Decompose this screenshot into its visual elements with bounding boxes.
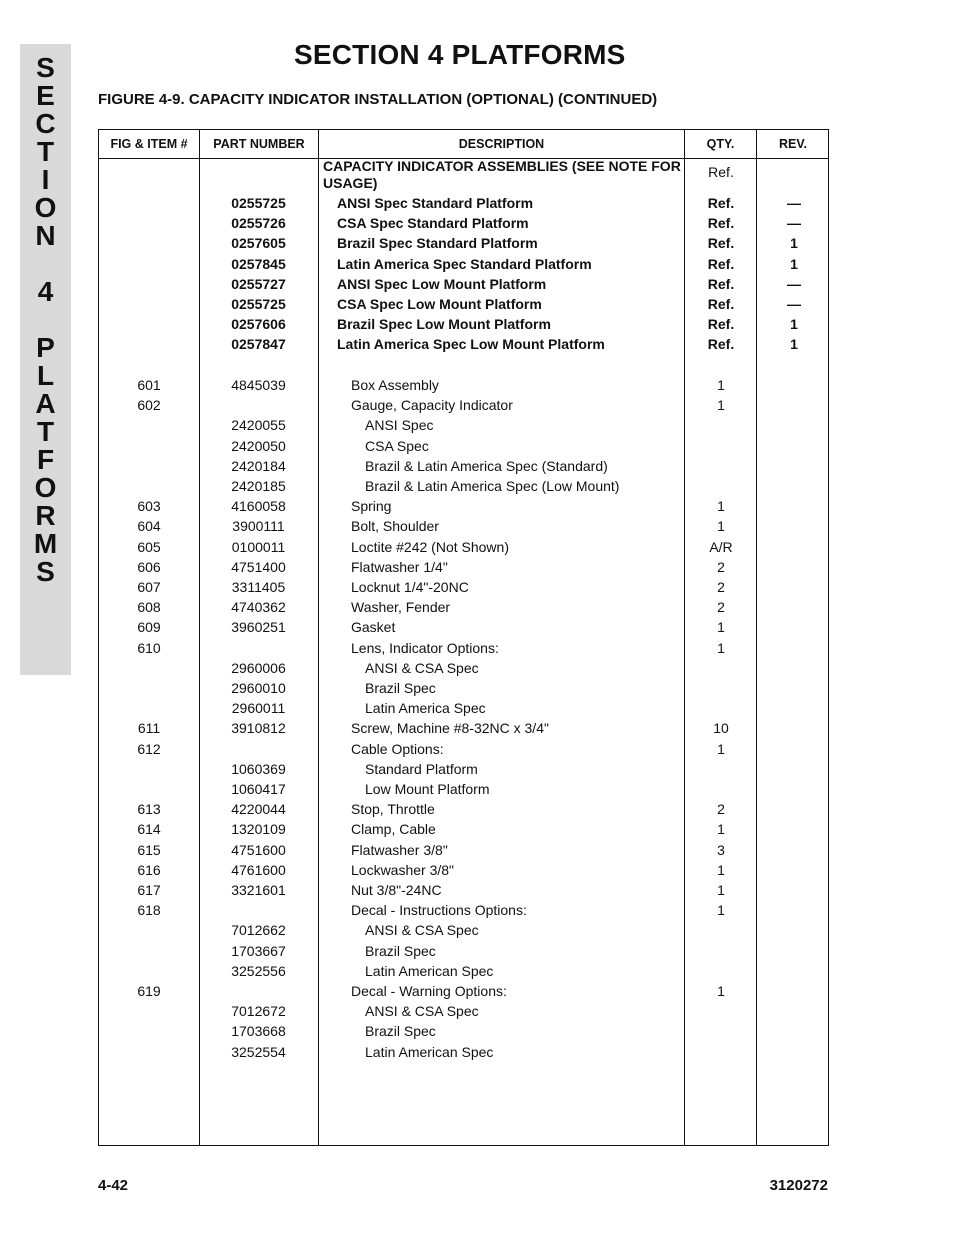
description-cell: ANSI & CSA Spec <box>365 659 479 676</box>
description-cell: Nut 3/8"-24NC <box>351 882 442 898</box>
group-heading-qty: Ref. <box>708 164 734 180</box>
description-cell: ANSI & CSA Spec <box>365 1003 479 1020</box>
part-number-cell: 0257605 <box>231 235 286 252</box>
part-number-cell: 7012672 <box>231 1003 286 1020</box>
table-row <box>99 557 830 577</box>
part-number-cell: 0255727 <box>231 275 286 292</box>
side-tab-letter: I <box>41 164 50 195</box>
side-tab-letter: S <box>36 556 55 587</box>
qty-cell: 1 <box>717 740 725 757</box>
side-tab-letter: T <box>36 416 55 447</box>
table-row <box>99 658 830 678</box>
part-number-cell: 1060369 <box>231 760 286 777</box>
description-cell: Spring <box>351 498 392 515</box>
part-number-cell: 0255725 <box>231 195 286 211</box>
description-cell: Latin American Spec <box>365 1043 494 1060</box>
qty-cell: 1 <box>717 639 725 656</box>
side-tab-letter: E <box>36 80 55 111</box>
figure-title: FIGURE 4-9. CAPACITY INDICATOR INSTALLATION (OPTIONAL) (CONTINUED) <box>98 91 658 108</box>
header-fig-item: FIG & ITEM # <box>110 137 188 151</box>
fig-item-cell: 606 <box>137 558 161 575</box>
table-row <box>99 233 830 253</box>
description-cell: Brazil Spec Low Mount Platform <box>337 316 551 333</box>
side-tab-letter: C <box>35 108 56 139</box>
side-tab-letter: O <box>34 192 57 223</box>
part-number-cell: 0100011 <box>231 538 286 555</box>
header-description: DESCRIPTION <box>458 137 545 151</box>
table-row <box>99 1042 830 1062</box>
header-qty: QTY. <box>706 137 735 151</box>
fig-item-cell: 617 <box>137 882 161 898</box>
qty-cell: 2 <box>717 801 725 818</box>
table-row <box>99 476 830 496</box>
fig-item-cell: 612 <box>137 740 161 757</box>
header-part-number: PART NUMBER <box>213 137 305 151</box>
description-cell: Bolt, Shoulder <box>351 518 439 535</box>
side-tab-letter: P <box>36 332 55 363</box>
side-tab-letter: S <box>36 52 55 83</box>
description-cell: CSA Spec Standard Platform <box>337 215 529 232</box>
table-row <box>99 516 830 536</box>
fig-item-cell: 604 <box>137 518 161 535</box>
table-row <box>99 860 830 880</box>
description-cell: ANSI Spec Low Mount Platform <box>337 275 547 292</box>
part-number-cell: 4751400 <box>231 558 286 575</box>
description-cell: Locknut 1/4"-20NC <box>351 579 469 595</box>
table-row <box>99 537 830 557</box>
description-cell: Box Assembly <box>351 377 439 393</box>
table-row <box>99 314 830 334</box>
part-number-cell: 4740362 <box>231 599 286 616</box>
qty-cell: Ref. <box>707 275 735 292</box>
fig-item-cell: 609 <box>137 619 161 636</box>
qty-cell: 1 <box>717 902 725 919</box>
qty-cell: 3 <box>717 841 725 858</box>
part-number-cell: 3252556 <box>231 962 286 979</box>
table-row <box>99 294 830 314</box>
table-row <box>99 334 830 354</box>
part-number-cell: 0257845 <box>231 255 286 272</box>
description-cell: Brazil Spec <box>365 1023 436 1040</box>
part-number-cell: 3252554 <box>231 1043 286 1060</box>
qty-cell: A/R <box>709 538 733 555</box>
table-row <box>99 638 830 658</box>
side-tab-letter: T <box>36 136 55 167</box>
rev-cell: 1 <box>790 336 798 353</box>
description-cell: Cable Options: <box>351 740 444 757</box>
fig-item-cell: 607 <box>137 579 161 595</box>
table-row <box>99 213 830 233</box>
side-tab-letter: 4 <box>37 276 54 307</box>
qty-cell: 1 <box>717 518 725 535</box>
description-cell: ANSI Spec <box>365 417 434 434</box>
document-number: 3120272 <box>769 1177 828 1194</box>
description-cell: Washer, Fender <box>351 599 451 616</box>
description-cell: Flatwasher 1/4" <box>351 558 448 575</box>
description-cell: Latin America Spec Low Mount Platform <box>337 336 605 353</box>
qty-cell: 2 <box>717 579 725 595</box>
qty-cell: 1 <box>717 821 725 838</box>
qty-cell: 1 <box>717 983 725 999</box>
description-cell: Loctite #242 (Not Shown) <box>351 538 509 555</box>
side-tab-letter: M <box>33 528 58 559</box>
rev-cell: — <box>787 296 801 312</box>
description-cell: ANSI & CSA Spec <box>365 922 479 939</box>
side-tab-letter: A <box>35 388 56 419</box>
fig-item-cell: 605 <box>137 538 161 555</box>
qty-cell: Ref. <box>707 235 735 252</box>
table-row <box>99 193 830 213</box>
part-number-cell: 4220044 <box>231 801 286 818</box>
table-row <box>99 900 830 920</box>
table-row <box>99 678 830 698</box>
qty-cell: 1 <box>717 882 725 898</box>
description-cell: CSA Spec <box>365 437 429 454</box>
part-number-cell: 1320109 <box>231 821 286 838</box>
side-tab-letter: R <box>35 500 56 531</box>
table-row <box>99 941 830 961</box>
table-row <box>99 880 830 900</box>
table-row <box>99 961 830 981</box>
description-cell: Decal - Instructions Options: <box>351 902 527 919</box>
table-row <box>99 799 830 819</box>
page-number: 4-42 <box>98 1177 129 1194</box>
description-cell: CSA Spec Low Mount Platform <box>337 296 542 312</box>
qty-cell: 10 <box>713 720 729 737</box>
rev-cell: 1 <box>790 316 798 333</box>
qty-cell: 1 <box>717 397 725 414</box>
qty-cell: Ref. <box>707 296 735 312</box>
fig-item-cell: 618 <box>137 902 161 919</box>
table-row <box>99 779 830 799</box>
qty-cell: 2 <box>717 599 725 616</box>
table-row <box>99 840 830 860</box>
part-number-cell: 2420050 <box>231 437 286 454</box>
table-row <box>99 718 830 738</box>
table-row <box>99 698 830 718</box>
qty-cell: Ref. <box>707 195 735 211</box>
part-number-cell: 1060417 <box>231 781 286 797</box>
qty-cell: 2 <box>717 558 725 575</box>
rev-cell: — <box>787 215 801 232</box>
description-cell: Brazil Spec Standard Platform <box>337 235 538 252</box>
description-cell: Screw, Machine #8-32NC x 3/4" <box>351 720 549 737</box>
part-number-cell: 4160058 <box>231 498 286 515</box>
qty-cell: 1 <box>717 861 725 878</box>
table-row <box>99 456 830 476</box>
fig-item-cell: 610 <box>137 639 161 656</box>
rev-cell: 1 <box>790 235 798 252</box>
part-number-cell: 4761600 <box>231 861 286 878</box>
table-row <box>99 819 830 839</box>
group-heading: CAPACITY INDICATOR ASSEMBLIES (SEE NOTE FOR USAGE) <box>323 158 681 191</box>
part-number-cell: 4845039 <box>231 377 286 393</box>
table-row <box>99 254 830 274</box>
description-cell: Clamp, Cable <box>351 821 436 838</box>
part-number-cell: 1703667 <box>231 942 286 959</box>
description-cell: Brazil & Latin America Spec (Standard) <box>365 457 608 474</box>
qty-cell: Ref. <box>707 255 735 272</box>
part-number-cell: 2960006 <box>231 659 286 676</box>
description-cell: Flatwasher 3/8" <box>351 841 448 858</box>
side-tab-letter: F <box>36 444 55 475</box>
section-side-tab <box>20 44 71 675</box>
header-rev: REV. <box>778 137 808 151</box>
part-number-cell: 3321601 <box>231 882 286 898</box>
table-row <box>99 415 830 435</box>
fig-item-cell: 611 <box>137 720 161 737</box>
fig-item-cell: 608 <box>137 599 161 616</box>
table-row <box>99 981 830 1001</box>
part-number-cell: 3900111 <box>232 518 285 535</box>
description-cell: Brazil Spec <box>365 680 436 696</box>
description-cell: Latin America Spec Standard Platform <box>337 255 592 272</box>
parts-table <box>98 129 829 1146</box>
page-title: SECTION 4 PLATFORMS <box>294 39 626 70</box>
rev-cell: 1 <box>790 255 798 272</box>
side-tab-letter: N <box>35 220 56 251</box>
part-number-cell: 3311405 <box>231 579 286 595</box>
description-cell: Brazil & Latin America Spec (Low Mount) <box>365 478 620 494</box>
part-number-cell: 3960251 <box>231 619 286 636</box>
table-row <box>99 920 830 940</box>
qty-cell: Ref. <box>707 336 735 353</box>
side-tab-letter: O <box>34 472 57 503</box>
table-row <box>99 597 830 617</box>
part-number-cell: 2420055 <box>231 417 286 434</box>
table-row <box>99 496 830 516</box>
fig-item-cell: 616 <box>137 861 161 878</box>
part-number-cell: 2960011 <box>231 700 286 717</box>
description-cell: Latin American Spec <box>365 962 494 979</box>
fig-item-cell: 613 <box>137 801 161 818</box>
description-cell: Stop, Throttle <box>351 801 435 818</box>
part-number-cell: 3910812 <box>231 720 286 737</box>
rev-cell: — <box>787 275 801 292</box>
part-number-cell: 7012662 <box>231 922 286 939</box>
part-number-cell: 0255725 <box>231 296 286 312</box>
description-cell: Gauge, Capacity Indicator <box>351 397 513 414</box>
qty-cell: 1 <box>717 498 725 515</box>
table-row <box>99 436 830 456</box>
fig-item-cell: 619 <box>137 983 161 999</box>
description-cell: Low Mount Platform <box>365 781 490 797</box>
table-row <box>99 1001 830 1021</box>
side-tab-letter: L <box>36 360 55 391</box>
description-cell: Lockwasher 3/8" <box>351 861 455 878</box>
rev-cell: — <box>787 195 801 211</box>
fig-item-cell: 601 <box>137 377 161 393</box>
qty-cell: 1 <box>717 619 725 636</box>
table-row <box>99 577 830 597</box>
description-cell: Standard Platform <box>365 760 478 777</box>
description-cell: Latin America Spec <box>365 700 486 717</box>
part-number-cell: 0257606 <box>231 316 286 333</box>
description-cell: Decal - Warning Options: <box>351 983 507 999</box>
part-number-cell: 0257847 <box>231 336 286 353</box>
description-cell: Brazil Spec <box>365 942 436 959</box>
table-row <box>99 1021 830 1041</box>
table-row <box>99 759 830 779</box>
description-cell: Lens, Indicator Options: <box>351 639 499 656</box>
table-row <box>99 274 830 294</box>
table-row <box>99 395 830 415</box>
fig-item-cell: 615 <box>137 841 161 858</box>
part-number-cell: 2420185 <box>231 478 286 494</box>
qty-cell: Ref. <box>707 215 735 232</box>
description-cell: ANSI Spec Standard Platform <box>337 195 534 211</box>
qty-cell: Ref. <box>707 316 735 333</box>
table-row <box>99 739 830 759</box>
qty-cell: 1 <box>717 377 725 393</box>
table-row <box>99 375 830 395</box>
table-row <box>99 617 830 637</box>
fig-item-cell: 603 <box>137 498 161 515</box>
fig-item-cell: 602 <box>137 397 161 414</box>
part-number-cell: 1703668 <box>231 1023 286 1040</box>
fig-item-cell: 614 <box>137 821 161 838</box>
part-number-cell: 2960010 <box>231 680 286 696</box>
part-number-cell: 4751600 <box>231 841 286 858</box>
description-cell: Gasket <box>351 619 396 636</box>
part-number-cell: 0255726 <box>231 215 286 232</box>
part-number-cell: 2420184 <box>231 457 286 474</box>
